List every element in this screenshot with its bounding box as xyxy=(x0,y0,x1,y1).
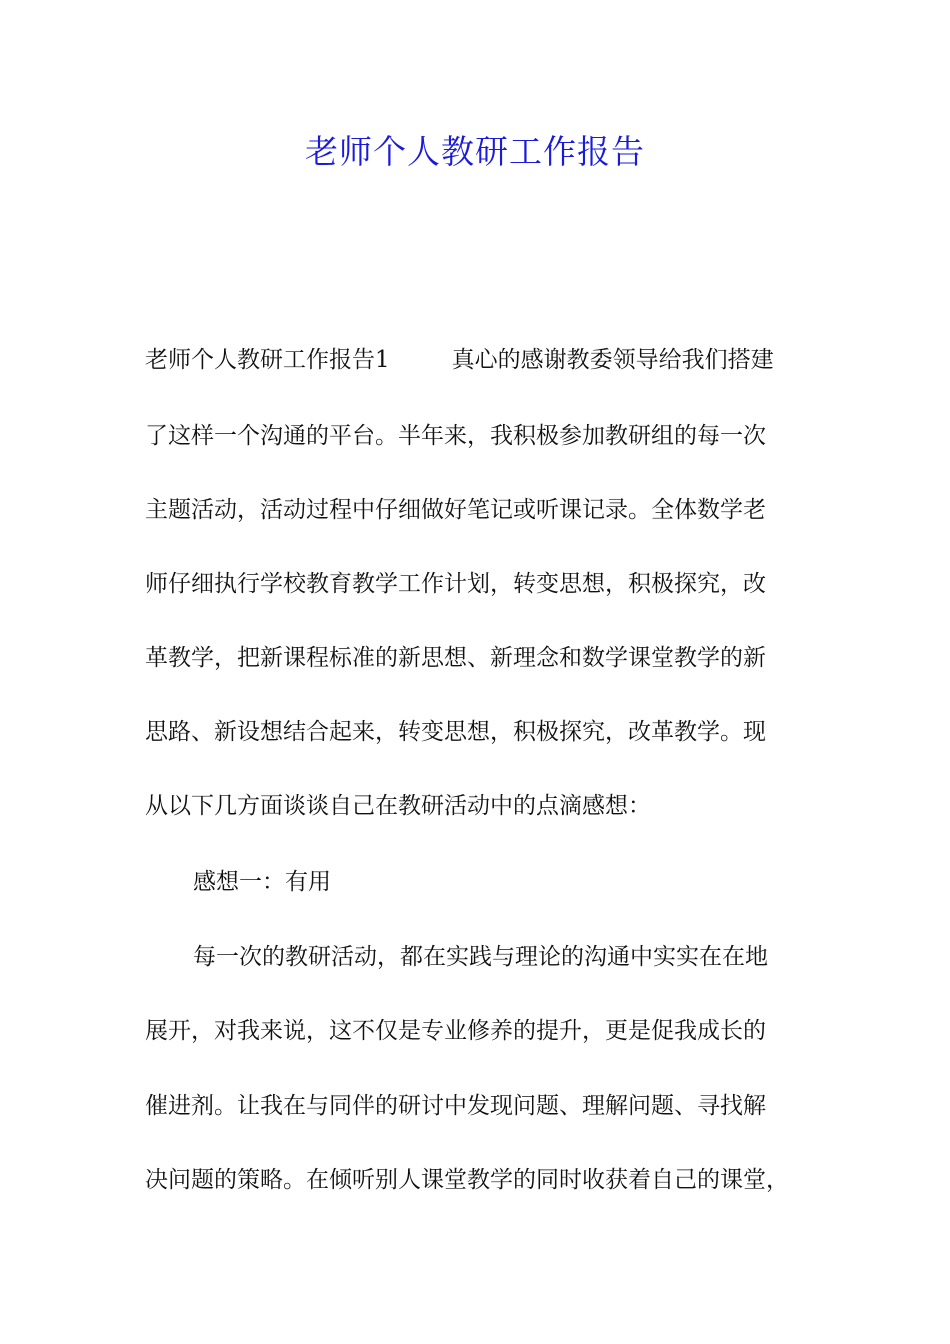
section-heading: 感想一：有用 xyxy=(193,869,331,895)
paragraph-text: 真心的感谢教委领导给我们搭建 xyxy=(451,347,774,373)
document-title: 老师个人教研工作报告 xyxy=(305,132,645,171)
paragraph-line: 决问题的策略。在倾听别人课堂教学的同时收获着自己的课堂， xyxy=(145,1167,789,1193)
paragraph-line xyxy=(145,342,815,378)
paragraph-line: 革教学，把新课程标准的新思想、新理念和数学课堂教学的新 xyxy=(145,645,766,671)
paragraph-line: 师仔细执行学校教育教学工作计划，转变思想，积极探究，改 xyxy=(145,571,766,597)
paragraph-line: 展开，对我来说，这不仅是专业修养的提升，更是促我成长的 xyxy=(145,1018,766,1044)
paragraph-line: 每一次的教研活动，都在实践与理论的沟通中实实在在地 xyxy=(193,944,768,970)
inline-heading: 老师个人教研工作报告1 xyxy=(145,347,390,373)
paragraph-line: 思路、新设想结合起来，转变思想，积极探究，改革教学。现 xyxy=(145,719,766,745)
paragraph-line: 了这样一个沟通的平台。半年来，我积极参加教研组的每一次 xyxy=(145,423,766,449)
paragraph-line: 主题活动，活动过程中仔细做好笔记或听课记录。全体数学老 xyxy=(145,497,766,523)
paragraph-line: 从以下几方面谈谈自己在教研活动中的点滴感想： xyxy=(145,793,651,819)
paragraph-line: 催进剂。让我在与同伴的研讨中发现问题、理解问题、寻找解 xyxy=(145,1093,766,1119)
